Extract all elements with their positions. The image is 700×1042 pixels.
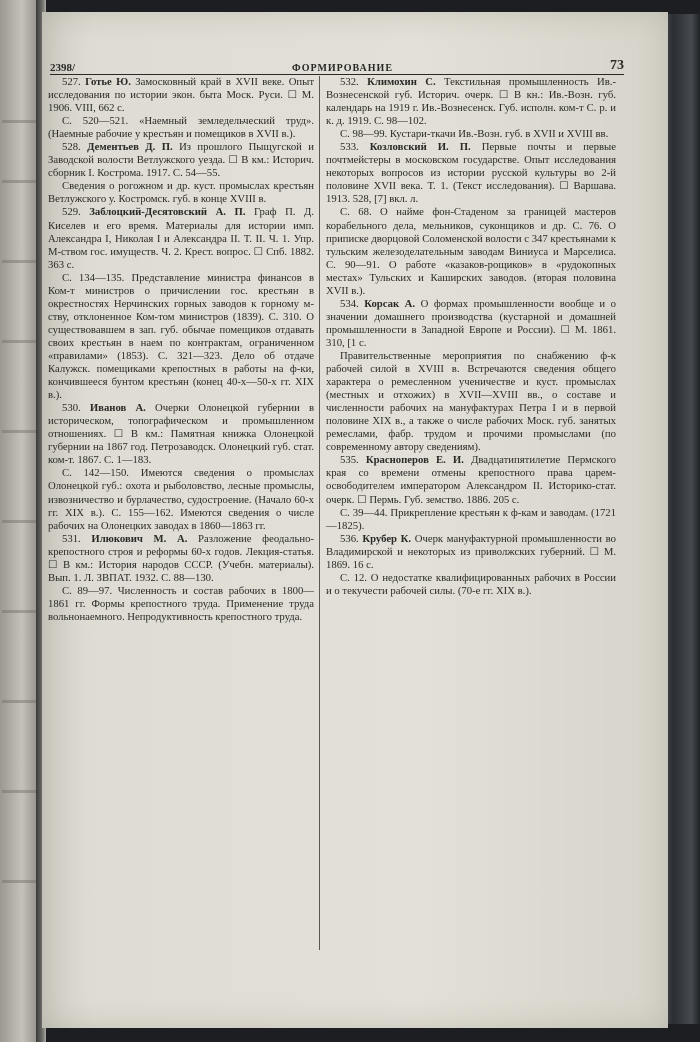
- entry-author: Дементьев Д. П.: [87, 141, 173, 154]
- entry-text: С. 39—44. Прикрепление крестьян к ф-кам и заводам. (1721—1825).: [326, 506, 616, 532]
- entry-text: Правительственные мероприятия по снабжению ф-к рабочей силой в XVIII в. Встречаются сведения общего характера о ремесленном ученичестве и куст. промыслах (местных и отхожих) в XVII—XVIII вв., о составе и численности рабочих на мануфактурах Петра I и в первой половине XIX в., а также о числе рабочих Моск. губ. занятых ремеслами, фабр. трудом и прочими промыслами (по современному автору сведениям).: [326, 349, 616, 454]
- entry-title: О формах промышленности вообще и о значении домашнего производства (кустарной и домашней промышленности в Западной Европе и России). ☐ М. 1861. 310, [1 с.: [326, 297, 617, 349]
- entry-title: Разложение феодально-крепостного строя и реформы 60-х годов. Лекция-статья. ☐ В км.: История народов СССР. (Учебн. материалы). Вып. 1. Л. ЗВПАТ. 1932. С. 88—130.: [48, 532, 314, 584]
- adjacent-page-edge: [0, 0, 40, 1042]
- entry-title: Граф П. Д. Киселев и его время. Материалы для истории имп. Александра I, Николая I и Александра II. Т. II. Ч. 1. Упр. М-ством гос. имуществ. Ч. 2. Крест. вопрос. ☐ Спб. 1882. 363 с.: [48, 206, 314, 271]
- bibliography-entry: [326, 572, 616, 598]
- bibliography-entry: [48, 402, 314, 467]
- entry-text: 529.: [62, 206, 90, 219]
- entry-title: Первые почты и первые почтмейстеры в московском государстве. Опыт исследования некоторых вопросов из истории русской культуры во 2-й половине XVII века. Т. 1. (Текст исследования). ☐ Варшава. 1913. 528, [7] вкл. л.: [326, 141, 616, 206]
- entry-text: Сведения о рогожном и др. куст. промыслах крестьян Ветлужского у. Костромск. губ. в конце XVIII в.: [48, 180, 314, 206]
- bibliography-entry: [48, 141, 314, 180]
- entry-author: Климохин С.: [367, 76, 436, 88]
- entry-text: 533.: [340, 141, 370, 154]
- bibliography-entry: [48, 76, 314, 115]
- bibliography-entry: [48, 533, 314, 585]
- entry-author: Заблоцкий-Десятовский А. П.: [89, 206, 246, 219]
- bibliography-entry: [48, 206, 314, 271]
- entry-title: Очерки Олонецкой губернии в историческом, топографическом и промышленном отношениях. ☐ В км.: Памятная книжка Олонецкой губернии на 1867 год. Петрозаводск. Олонецкий губ. стат. ком-т. 1867. С. 1—183.: [48, 402, 315, 467]
- entry-text: С. 89—97. Численность и состав рабочих в 1800—1861 гг. Формы крепостного труда. Применение труда вольнонаемного. Непродуктивность крепостного труда.: [48, 584, 314, 623]
- entry-title: Текстильная промышленность Ив.-Вознесенской губ. Историч. очерк. ☐ В кн.: Ив.-Возн. губ. календарь на 1919 г. Ив.-Вознесенск. Губ. исполн. ком-т С. р. и к. д. 1919. С. 98—102.: [326, 76, 617, 128]
- left-edge-number: 2398/: [50, 62, 76, 74]
- entry-text: С. 98—99. Кустари-ткачи Ив.-Возн. губ. в XVII и XVIII вв.: [340, 128, 609, 141]
- entry-title: Из прошлого Пыщугской и Заводской волости Ветлужского уезда. ☐ В км.: Историч. сборник I. Кострома. 1917. С. 54—55.: [48, 141, 314, 180]
- bibliography-entry: [48, 180, 314, 206]
- bibliography-entry: [326, 298, 616, 350]
- entry-text: С. 142—150. Имеются сведения о промыслах Олонецкой губ.: охота и рыболовство, лесные промыслы, извозничество и бурлачество, судостроение. (Начало 60-х гг. XIX в.). С. 155—162. Имеются сведения о числе рабочих на Олонецких заводах в 1860—1863 гг.: [48, 467, 314, 532]
- bibliography-entry: [326, 128, 616, 141]
- entry-text: 530.: [62, 402, 90, 415]
- page-header: [50, 54, 624, 75]
- entry-author: Крубер К.: [362, 532, 412, 545]
- left-column: [48, 76, 314, 624]
- page-number: 73: [609, 58, 624, 73]
- bibliography-entry: [326, 350, 616, 454]
- entry-text: 532.: [340, 76, 368, 88]
- entry-title: Замосковный край в XVII веке. Опыт исследования по истории экон. быта Моск. Руси. ☐ М. 1906. VIII, 662 с.: [48, 76, 314, 115]
- entry-text: С. 68. О найме фон-Стаденом за границей мастеров корабельного дела, мельников, суконщиков и др. С. 76. О приписке дворцовой Соломенской волости с 347 крестьянами к тульским железоделательным заводам Виниуса и Марселиса. С. 90—91. О работе «казаков-рощиков» в «рудокопных местах» Тульских и Каширских заводов. (вторая половина XVII в.).: [326, 206, 616, 297]
- entry-title: Очерк мануфактурной промышленности во Владимирской и некоторых из приволжских губерний. ☐ М. 1869. 16 с.: [326, 532, 616, 571]
- bibliography-entry: [326, 454, 616, 506]
- entry-text: С. 134—135. Представление министра финансов в Ком-т министров о причислении гос. крестьян в окрестностях Нерчинских горных заводов к горному м-ству, отклоненное Ком-том министров (1839). С. 310. О существовавшем в зап. губ. обычае помещиков отдавать своих крестьян в наем по контрактам, ограниченном «правилами» (1853). С. 321—323. Дело об отдаче Калужск. помещиками крепостных в работы на ф-ки, кончившееся бунтом крестьян (конец 40-х—50-х гг. XIX в.).: [48, 271, 314, 402]
- entry-text: С. 12. О недостатке квалифицированных рабочих в России и о текучести рабочей силы. (70-е гг. XIX в.).: [326, 571, 616, 597]
- entry-author: Готье Ю.: [85, 76, 131, 88]
- entry-text: 531.: [62, 532, 92, 545]
- entry-text: 528.: [62, 141, 88, 154]
- entry-author: Козловский И. П.: [369, 141, 471, 154]
- entry-title: Двадцатипятилетие Пермского края со времени отмены крепостного права царем-освободителем императором Александром II. Историко-стат. очерк. ☐ Пермь. Губ. земство. 1886. 205 с.: [326, 454, 617, 506]
- bibliography-entry: [48, 467, 314, 532]
- bibliography-entry: [326, 76, 616, 128]
- bibliography-entry: [48, 115, 314, 141]
- entry-author: Корсак А.: [364, 297, 416, 310]
- right-column: [326, 76, 616, 598]
- entry-text: 535.: [340, 454, 366, 467]
- bibliography-entry: [326, 533, 616, 572]
- bibliography-entry: [48, 585, 314, 624]
- entry-text: 527.: [62, 76, 86, 88]
- entry-author: Красноперов Е. И.: [365, 454, 464, 467]
- entry-text: 534.: [340, 297, 365, 310]
- bibliography-entry: [326, 141, 616, 206]
- book-page: [42, 12, 668, 1028]
- bibliography-entry: [326, 206, 616, 297]
- entry-text: 536.: [340, 532, 363, 545]
- bibliography-entry: [48, 272, 314, 402]
- entry-author: Иванов А.: [89, 402, 146, 415]
- entry-text: С. 520—521. «Наемный земледельческий труд». (Наемные рабочие у крестьян и помещиков в XVII в.).: [48, 115, 314, 141]
- entry-author: Илюкович М. А.: [91, 532, 188, 545]
- column-divider: [319, 76, 320, 950]
- bibliography-entry: [326, 507, 616, 533]
- running-title: ФОРМИРОВАНИЕ: [292, 63, 393, 74]
